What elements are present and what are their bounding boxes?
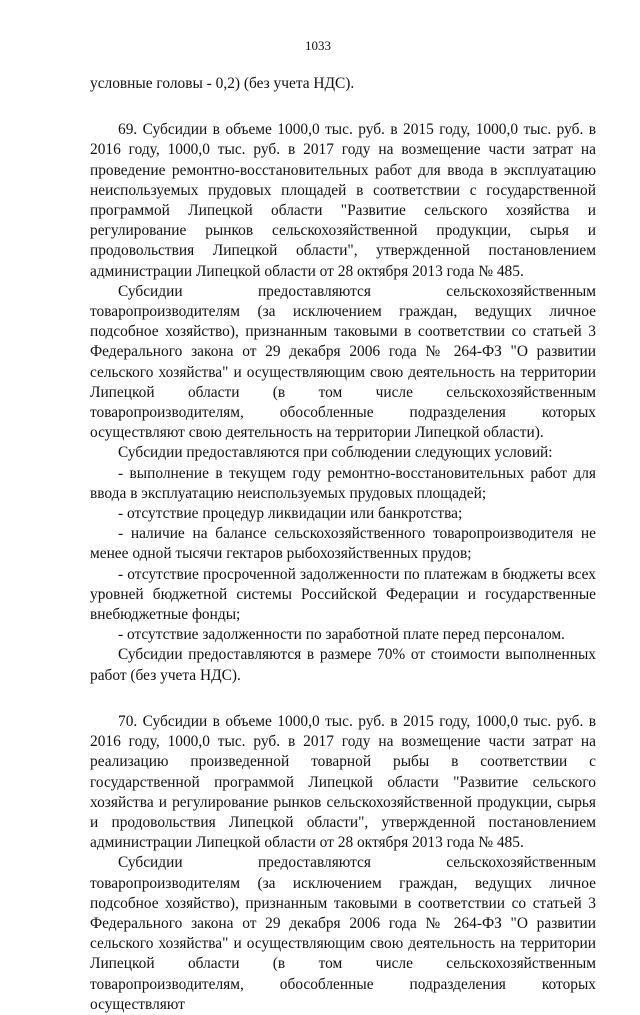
section-69-condition: - отсутствие задолженности по заработной плате перед персоналом. [118,626,565,644]
section-69-condition: - наличие на балансе сельскохозяйственного товаропроизводителя не менее одной тысячи гектаров рыбохозяйственных прудов; [90,525,596,563]
section-69 [90,120,596,686]
section-70-heading: 70. Субсидии в объеме 1000,0 тыс. руб. в 2015 году, 1000,0 тыс. руб. в 2016 году, 1000,0 тыс. руб. в 2017 году на возмещение части затрат на реализацию произведенной товарной рыбы в соответствии с государственной программой Липецкой области "Развитие сельского хозяйства и регулирование рынков сельскохозяйственной продукции, сырья и продовольствия Липецкой области", утвержденной постановлением администрации Липецкой области от 28 октября 2013 года № 485. [90,712,596,852]
page-number: 1033 [305,38,331,53]
section-69-condition: - выполнение в текущем году ремонтно-восстановительных работ для ввода в эксплуатацию неиспользуемых прудовых площадей; [90,464,596,502]
carryover-text: условные головы - 0,2) (без учета НДС). [90,75,355,92]
section-69-recipients: Субсидии предоставляются сельскохозяйственным товаропроизводителям (за исключением граждан, ведущих личное подсобное хозяйство), признанным таковыми в соответствии со статьей 3 Федерального закона от 29 декабря 2006 года № 264-ФЗ "О развитии сельского хозяйства" и осуществляющим свою деятельность на территории Липецкой области (в том числе сельскохозяйственным товаропроизводителям, обособленные подразделения которых осуществляют свою деятельность на территории Липецкой области). [90,282,596,442]
section-70 [90,712,596,1015]
section-69-condition: - отсутствие процедур ликвидации или банкротства; [118,505,463,523]
section-69-amount: Субсидии предоставляются в размере 70% от стоимости выполненных работ (без учета НДС). [90,646,596,684]
section-69-heading: 69. Субсидии в объеме 1000,0 тыс. руб. в 2015 году, 1000,0 тыс. руб. в 2016 году, 1000,0 тыс. руб. в 2017 году на возмещение части затрат на проведение ремонтно-восстановительных работ для ввода в эксплуатацию неиспользуемых прудовых площадей в соответствии с государственной программой Липецкой области "Развитие сельского хозяйства и регулирование рынков сельскохозяйственной продукции, сырья и продовольствия Липецкой области", утвержденной постановлением администрации Липецкой области от 28 октября 2013 года № 485. [90,121,596,280]
section-gap [90,94,596,120]
section-gap [90,686,596,712]
section-69-condition: - отсутствие просроченной задолженности по платежам в бюджеты всех уровней бюджетной системы Российской Федерации и государственные внебюджетные фонды; [90,565,596,624]
section-69-conditions-intro: Субсидии предоставляются при соблюдении следующих условий: [118,444,553,462]
section-70-recipients: Субсидии предоставляются сельскохозяйственным товаропроизводителям (за исключением граждан, ведущих личное подсобное хозяйство), признанным таковыми в соответствии со статьей 3 Федерального закона от 29 декабря 2006 года № 264-ФЗ "О развитии сельского хозяйства" и осуществляющим свою деятельность на территории Липецкой области (в том числе сельскохозяйственным товаропроизводителям, обособленные подразделения которых осуществляют [90,854,596,1013]
